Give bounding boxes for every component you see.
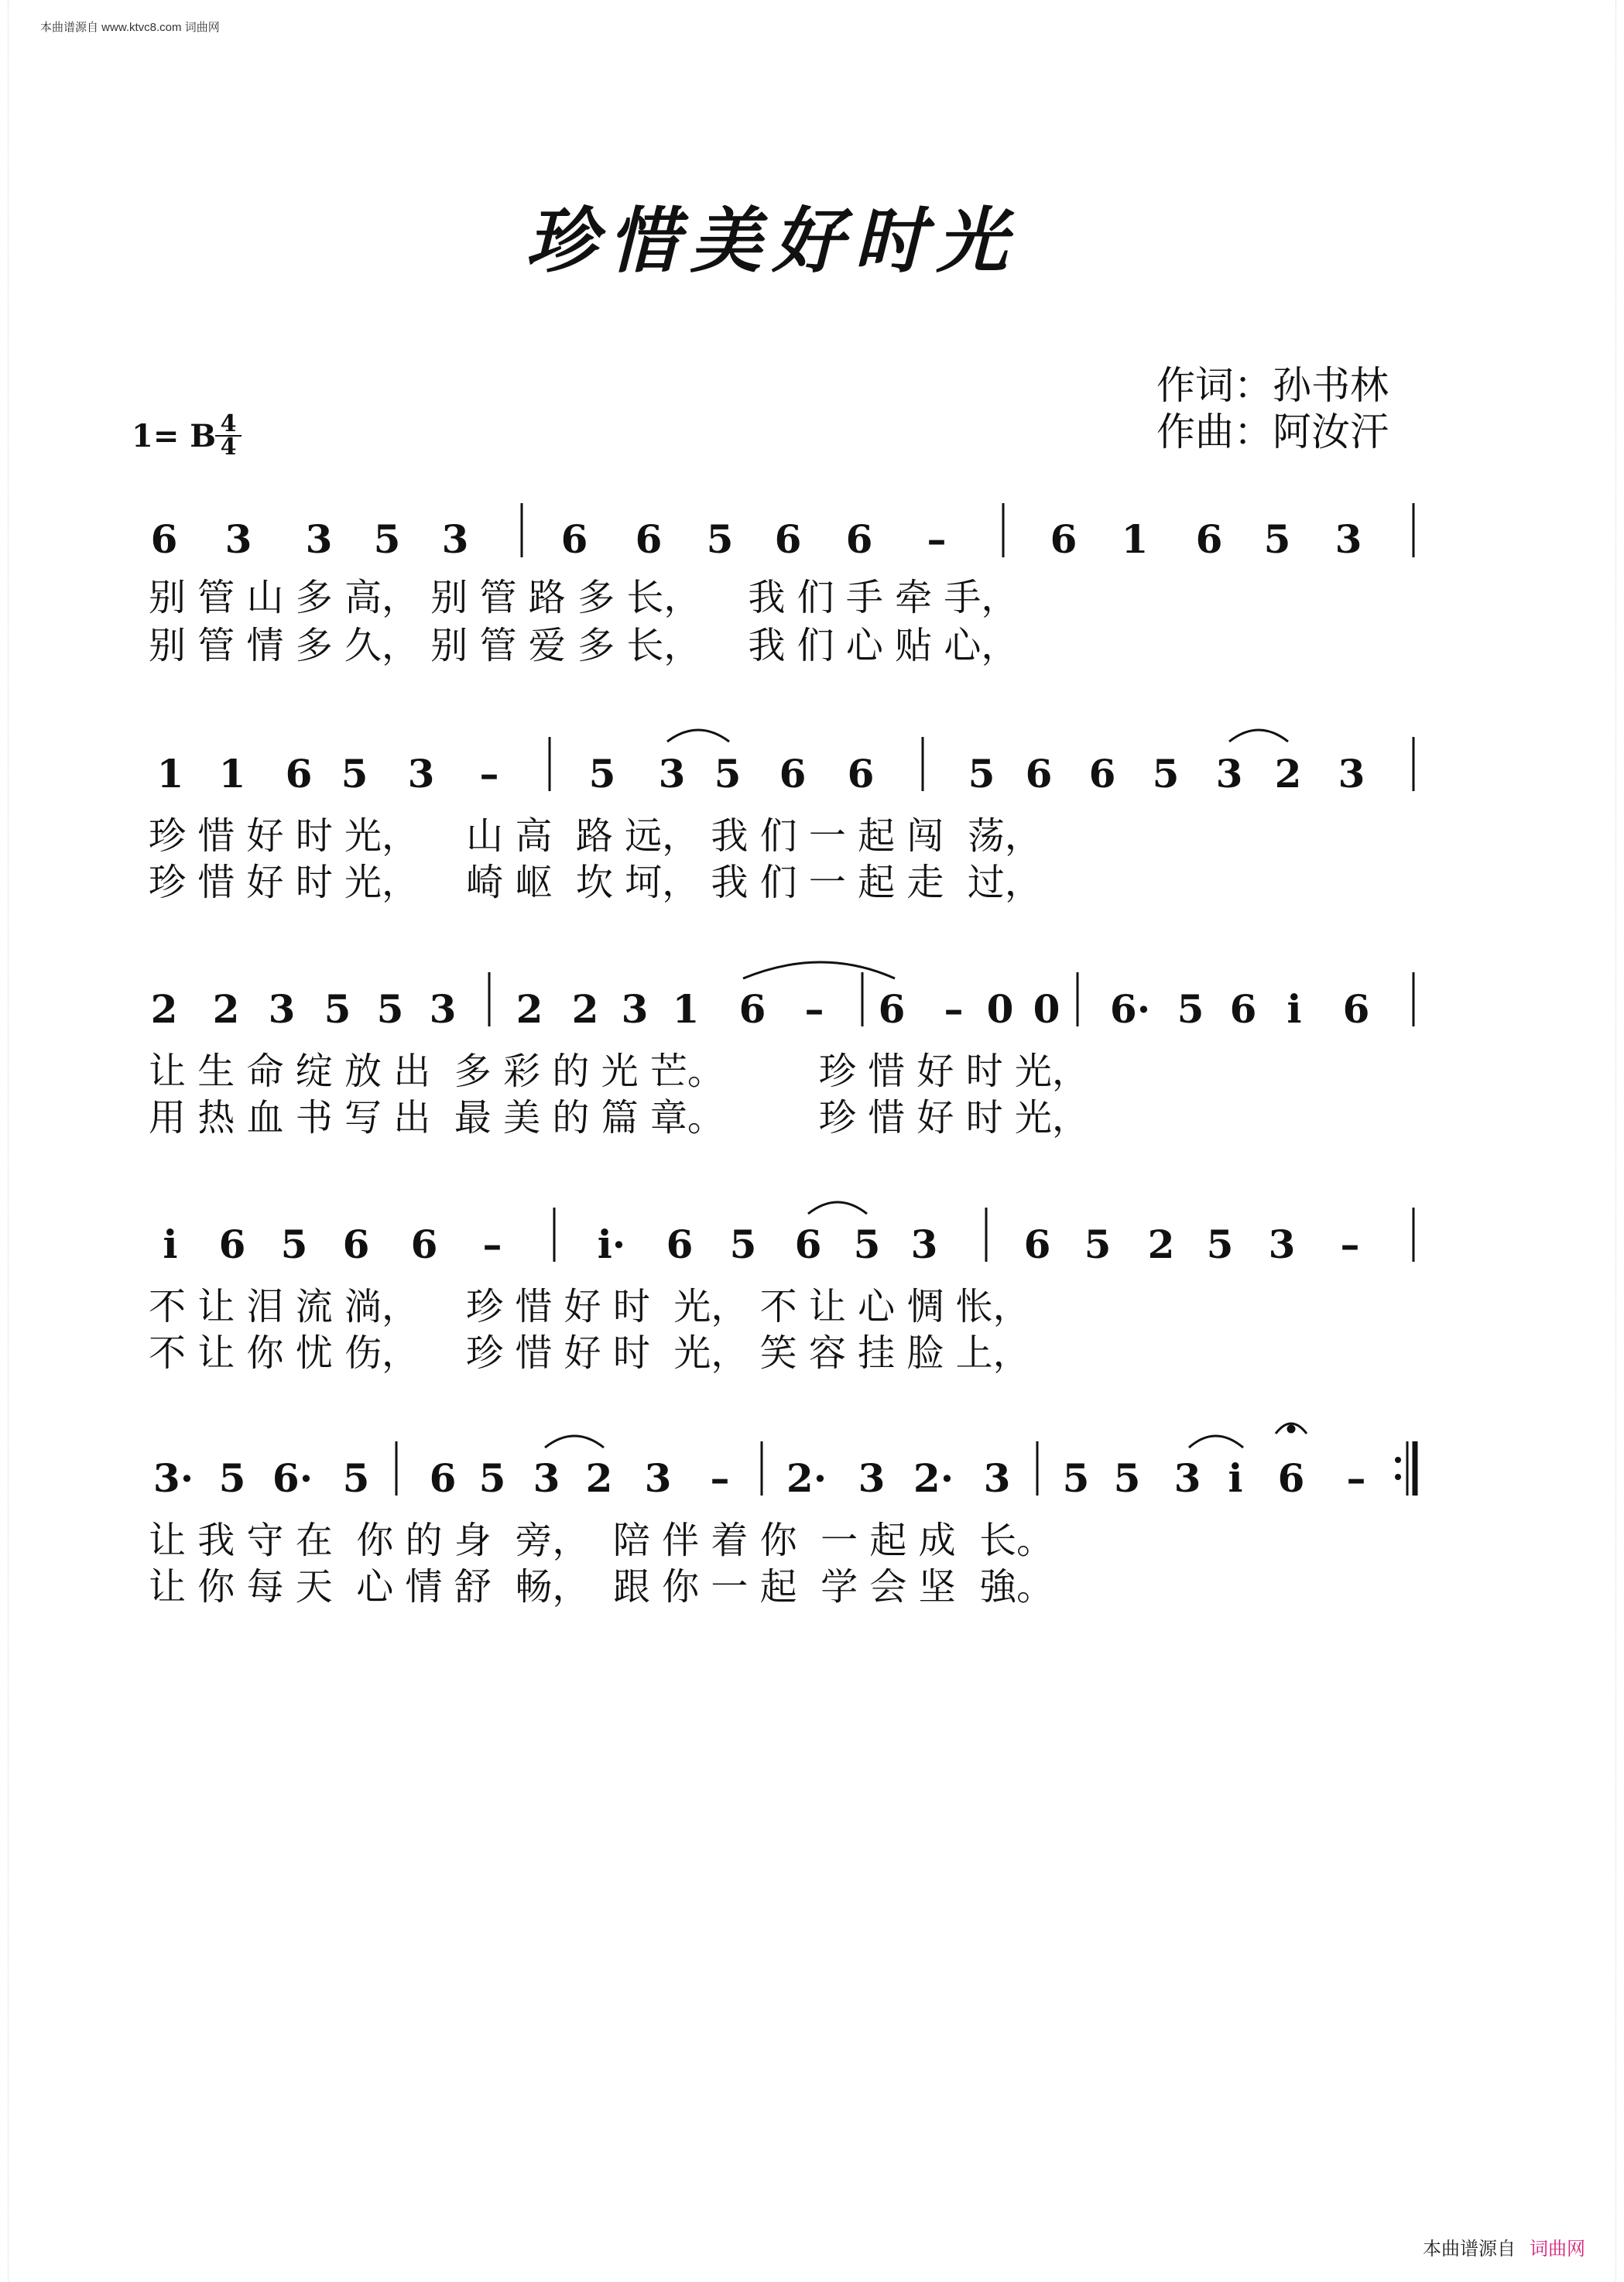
score-note: 5 (729, 1222, 757, 1267)
score-note: 1 (156, 751, 184, 797)
score-note: 3 (268, 986, 296, 1032)
fermata-mark (1276, 1424, 1307, 1434)
score-note: – (1340, 1222, 1360, 1267)
lyric-line: 别 管 山 多 高， 别 管 路 多 长， 我 们 手 牵 手， (149, 576, 1019, 619)
tie-arc (545, 1436, 604, 1448)
score-note: 1 (672, 986, 700, 1032)
score-note: 2 (1147, 1222, 1175, 1267)
score-note: 3 (441, 516, 469, 562)
score-note: 5 (706, 516, 734, 562)
score-note: 3· (152, 1455, 194, 1501)
score-note: i· (597, 1222, 626, 1267)
score-note: 6 (635, 516, 663, 562)
score-note: i (1287, 986, 1302, 1032)
score-note: 6 (738, 986, 766, 1032)
lyric-line: 用 热 血 书 写 出 最 美 的 篇 章。 珍 惜 好 时 光， (149, 1096, 1089, 1139)
score-note: 2· (786, 1455, 827, 1501)
score-note: 5 (1084, 1222, 1112, 1267)
score-note: 6 (429, 1455, 457, 1501)
score-note: – (482, 1222, 502, 1267)
score-note: – (944, 986, 964, 1032)
score-note: 5 (1206, 1222, 1234, 1267)
score-note: 3 (224, 516, 252, 562)
score-note: 6 (1277, 1455, 1305, 1501)
score-note: 6 (847, 751, 875, 797)
score-note: 6 (218, 1222, 246, 1267)
score-note: 0 (986, 986, 1014, 1032)
score-note: 2 (571, 986, 599, 1032)
score-note: – (479, 751, 499, 797)
score-note: 3 (658, 751, 686, 797)
score-note: 6 (774, 516, 802, 562)
lyric-line: 不 让 你 忧 伤， 珍 惜 好 时 光， 笑 容 挂 脸 上， (149, 1331, 1030, 1375)
score-note: 2 (150, 986, 178, 1032)
score-note: 5 (714, 751, 742, 797)
time-signature-top: 4 (220, 410, 237, 437)
score-note: 3 (1334, 516, 1362, 562)
score-note: 3 (429, 986, 457, 1032)
footer-source (1423, 2233, 1585, 2260)
score-note: 5 (218, 1455, 246, 1501)
score-note: 5 (373, 516, 401, 562)
score-note: 6· (272, 1455, 313, 1501)
score-note: 6 (1229, 986, 1257, 1032)
score-note: – (1346, 1455, 1366, 1501)
score-note: 5 (376, 986, 404, 1032)
key-signature: 1= B (132, 418, 217, 454)
score-note: – (710, 1455, 730, 1501)
lyric-line: 不 让 泪 流 淌， 珍 惜 好 时 光， 不 让 心 惆 怅， (149, 1285, 1030, 1328)
score-note: 6 (878, 986, 906, 1032)
tie-arc (1189, 1436, 1243, 1448)
tie-arc (743, 962, 895, 978)
score-note: 3 (644, 1455, 672, 1501)
score-note: 5 (1177, 986, 1204, 1032)
score-note: 5 (341, 751, 368, 797)
score-note: 6 (1025, 751, 1053, 797)
lyric-line: 让 我 守 在 你 的 身 旁， 陪 伴 着 你 一 起 成 长。 (149, 1519, 1054, 1562)
score-note: 3 (1173, 1455, 1201, 1501)
lyric-line: 别 管 情 多 久， 别 管 爱 多 长， 我 们 心 贴 心， (149, 624, 1019, 667)
footer-site-name: 词曲网 (1530, 2239, 1585, 2260)
score-note: 6 (560, 516, 588, 562)
score-note: 5 (1113, 1455, 1141, 1501)
score-note: 6 (779, 751, 807, 797)
score-note: 6 (410, 1222, 438, 1267)
time-signature-bottom: 4 (215, 435, 242, 458)
score-note: 6 (342, 1222, 370, 1267)
lyric-line: 让 你 每 天 心 情 舒 畅， 跟 你 一 起 学 会 坚 強。 (149, 1565, 1054, 1609)
lyric-line: 珍 惜 好 时 光， 崎 岖 坎 坷， 我 们 一 起 走 过， (149, 861, 1042, 904)
score-note: – (804, 986, 824, 1032)
header-source-text: 本曲谱源自 www.ktvc8.com 词曲网 (40, 21, 220, 34)
score-note: 6 (1050, 516, 1078, 562)
score-note: 2 (516, 986, 543, 1032)
lyric-line: 珍 惜 好 时 光， 山 高 路 远， 我 们 一 起 闯 荡， (149, 814, 1042, 858)
score-note: 5 (280, 1222, 308, 1267)
score-note: i (163, 1222, 178, 1267)
score-note: 6 (1088, 751, 1116, 797)
score-note: 3 (305, 516, 333, 562)
score-note: 5 (1263, 516, 1291, 562)
score-note: 3 (533, 1455, 560, 1501)
score-note: 3 (910, 1222, 938, 1267)
score-note: 6 (1342, 986, 1370, 1032)
score-note: 1 (218, 751, 246, 797)
lyricist-credit: 作词：孙书林 (1156, 363, 1389, 408)
score-title: 珍惜美好时光 (526, 199, 1019, 283)
score-note: 6 (845, 516, 873, 562)
score-note: 0 (1033, 986, 1060, 1032)
tie-arc (808, 1202, 867, 1214)
tie-arc (1229, 730, 1288, 742)
score-note: 3 (1215, 751, 1243, 797)
score-note: 5 (968, 751, 995, 797)
score-note: 6 (150, 516, 178, 562)
tie-arc (667, 730, 729, 742)
score-note: 3 (407, 751, 435, 797)
score-note: 3 (858, 1455, 886, 1501)
score-note: 3 (621, 986, 649, 1032)
score-note: 6· (1109, 986, 1151, 1032)
score-note: 2 (212, 986, 240, 1032)
score-note: 2 (1274, 751, 1302, 797)
score-note: 5 (1152, 751, 1180, 797)
score-note: 6 (285, 751, 313, 797)
score-note: 6 (1195, 516, 1223, 562)
score-note: – (927, 516, 947, 562)
score-note: 3 (1338, 751, 1365, 797)
score-note: 5 (853, 1222, 881, 1267)
score-note: 5 (342, 1455, 370, 1501)
score-note: 5 (478, 1455, 506, 1501)
score-note: 3 (1268, 1222, 1296, 1267)
score-note: 5 (324, 986, 351, 1032)
score-note: 6 (794, 1222, 822, 1267)
score-note: 1 (1121, 516, 1149, 562)
composer-credit: 作曲：阿汝汗 (1156, 409, 1389, 454)
footer-source-label: 本曲谱源自 (1423, 2239, 1516, 2260)
score-note: 2· (913, 1455, 954, 1501)
score-note: i (1228, 1455, 1243, 1501)
score-note: 3 (983, 1455, 1011, 1501)
score-note: 6 (1023, 1222, 1051, 1267)
repeat-end-bar (1395, 1441, 1415, 1496)
score-note: 6 (666, 1222, 694, 1267)
score-note: 5 (588, 751, 616, 797)
score-note: 5 (1062, 1455, 1090, 1501)
score-note: 2 (585, 1455, 613, 1501)
lyric-line: 让 生 命 绽 放 出 多 彩 的 光 芒。 珍 惜 好 时 光， (149, 1050, 1089, 1093)
